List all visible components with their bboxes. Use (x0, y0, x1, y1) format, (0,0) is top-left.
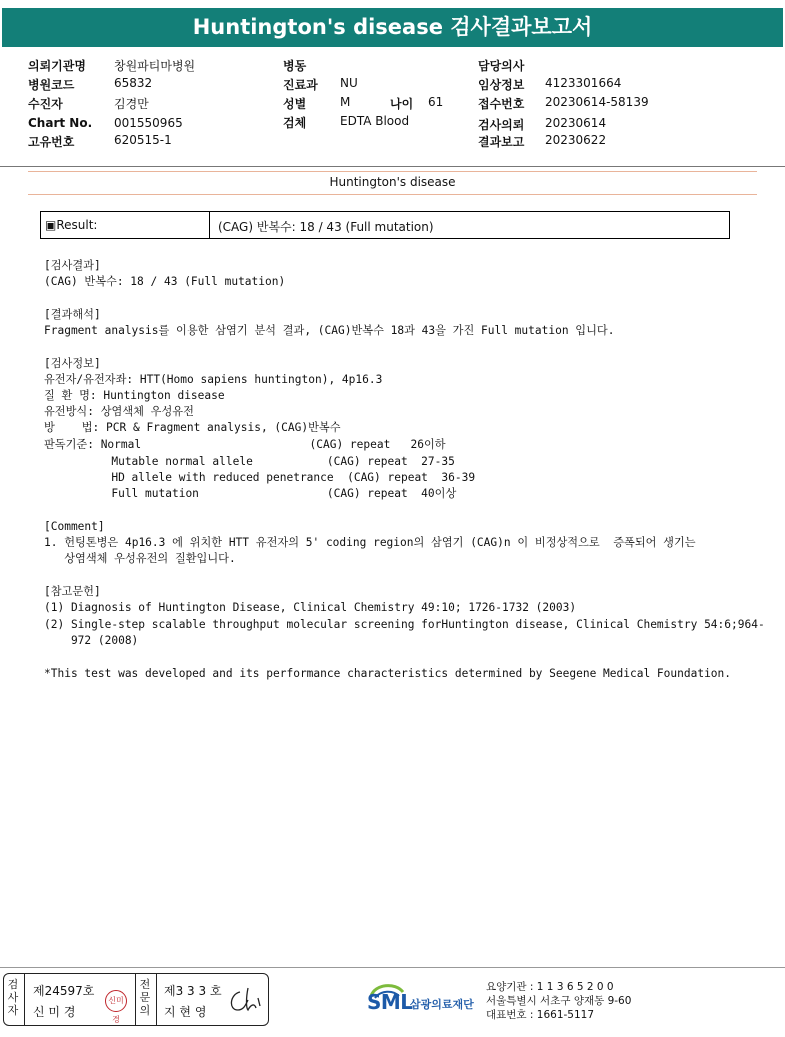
reference-item: (2) Single-step scalable throughput molecular screening forHuntington disease, Clinical Chemistry 54:6;964- (44, 618, 765, 631)
unique-value: 620515-1 (114, 133, 172, 147)
sig-divider (135, 974, 136, 1025)
receipt-value: 20230614-58139 (545, 95, 649, 109)
sml-logo-text: SML (367, 990, 413, 1014)
specialist-license: 제3 3 3 호 (164, 984, 222, 998)
sex-label: 성별 (283, 97, 307, 111)
test-result-heading: [검사결과] (44, 259, 101, 272)
criteria-row: Mutable normal allele (CAG) repeat 27-35 (44, 455, 455, 468)
chart-value: 001550965 (114, 116, 183, 130)
clinical-label: 임상정보 (478, 78, 525, 92)
dept-value: NU (340, 76, 358, 90)
doctor-label: 담당의사 (478, 59, 525, 73)
sig-divider (156, 974, 157, 1025)
references-heading: [참고문헌] (44, 585, 101, 598)
header-divider (0, 166, 785, 167)
org-code: 요양기관 : 1 1 3 6 5 2 0 0 (486, 981, 614, 993)
reference-item: (1) Diagnosis of Huntington Disease, Clinical Chemistry 49:10; 1726-1732 (2003) (44, 601, 577, 614)
result-label: ▣Result: (45, 218, 98, 232)
disclaimer: *This test was developed and its performance characteristics determined by Seegene Medical Foundation. (44, 667, 732, 680)
section-rule-bottom (28, 194, 757, 195)
inspector-name: 신 미 경 (33, 1005, 76, 1019)
interpretation-heading: [결과해석] (44, 308, 101, 321)
hospital-code-value: 65832 (114, 76, 153, 90)
seal-text: 신미경 (108, 996, 124, 1024)
org-address: 서울특별시 서초구 양재동 9-60 (486, 995, 632, 1007)
receipt-label: 접수번호 (478, 97, 525, 111)
specialist-name: 지 현 영 (164, 1005, 207, 1019)
report-title: Huntington's disease 검사결과보고서 (2, 8, 783, 47)
specialist-label-text: 전문의 (139, 978, 151, 1017)
ward-label: 병동 (283, 59, 307, 73)
result-divider (209, 212, 210, 238)
specialist-signature-icon (226, 984, 264, 1016)
request-label: 검사의뢰 (478, 118, 525, 132)
hospital-code-label: 병원코드 (28, 78, 75, 92)
section-title: Huntington's disease (329, 175, 456, 189)
specialist-label (139, 978, 153, 1017)
section-rule-top (28, 171, 757, 172)
inspector-seal (105, 990, 127, 1024)
patient-value: 김경만 (114, 97, 149, 111)
inspector-label-text: 검사자 (7, 978, 19, 1017)
chart-label: Chart No. (28, 116, 93, 130)
comment-heading: [Comment] (44, 520, 105, 533)
hospital-label: 의뢰기관명 (28, 59, 86, 73)
hospital-value: 창원파티마병원 (114, 59, 196, 73)
info-method: 방 법: PCR & Fragment analysis, (CAG)반복수 (44, 421, 341, 434)
specimen-value: EDTA Blood (340, 114, 410, 128)
request-value: 20230614 (545, 116, 607, 130)
org-phone: 대표번호 : 1661-5117 (486, 1009, 595, 1021)
criteria-row: Full mutation (CAG) repeat 40이상 (44, 487, 457, 500)
dept-label: 진료과 (283, 78, 318, 92)
result-value: (CAG) 반복수: 18 / 43 (Full mutation) (218, 220, 434, 234)
interpretation-text: Fragment analysis를 이용한 삼염기 분석 결과, (CAG)반복수 18과 43을 가진 Full mutation 입니다. (44, 324, 615, 337)
criteria-row: HD allele with reduced penetrance (CAG) repeat 36-39 (44, 471, 476, 484)
sig-divider (24, 974, 25, 1025)
report-label: 결과보고 (478, 135, 525, 149)
signature-box (3, 973, 269, 1026)
unique-label: 고유번호 (28, 135, 75, 149)
reference-item: 972 (2008) (44, 634, 139, 647)
info-inheritance: 유전방식: 상염색체 우성유전 (44, 405, 194, 418)
footer-divider (0, 967, 785, 968)
info-gene: 유전자/유전자좌: HTT(Homo sapiens huntington), 4p16.3 (44, 373, 383, 386)
result-box (40, 211, 730, 239)
comment-line: 상염색체 우성유전의 질환입니다. (44, 552, 236, 565)
patient-label: 수진자 (28, 97, 63, 111)
info-heading: [검사정보] (44, 357, 101, 370)
comment-line: 1. 헌팅톤병은 4p16.3 에 위치한 HTT 유전자의 5' coding region의 삼염기 (CAG)n 이 비정상적으로 증폭되어 생기는 (44, 536, 696, 549)
age-value: 61 (428, 95, 444, 109)
inspector-license: 제24597호 (33, 984, 95, 998)
criteria-row: 판독기준: Normal (CAG) repeat 26이하 (44, 438, 446, 451)
org-name: 삼광의료재단 (410, 998, 474, 1011)
specimen-label: 검체 (283, 116, 307, 130)
org-info (486, 980, 631, 1022)
test-result-text: (CAG) 반복수: 18 / 43 (Full mutation) (44, 275, 286, 288)
sex-value: M (340, 95, 351, 109)
report-value: 20230622 (545, 133, 607, 147)
inspector-label (7, 978, 21, 1017)
age-label: 나이 (390, 97, 414, 111)
clinical-value: 4123301664 (545, 76, 622, 90)
info-disease: 질 환 명: Huntington disease (44, 389, 225, 402)
